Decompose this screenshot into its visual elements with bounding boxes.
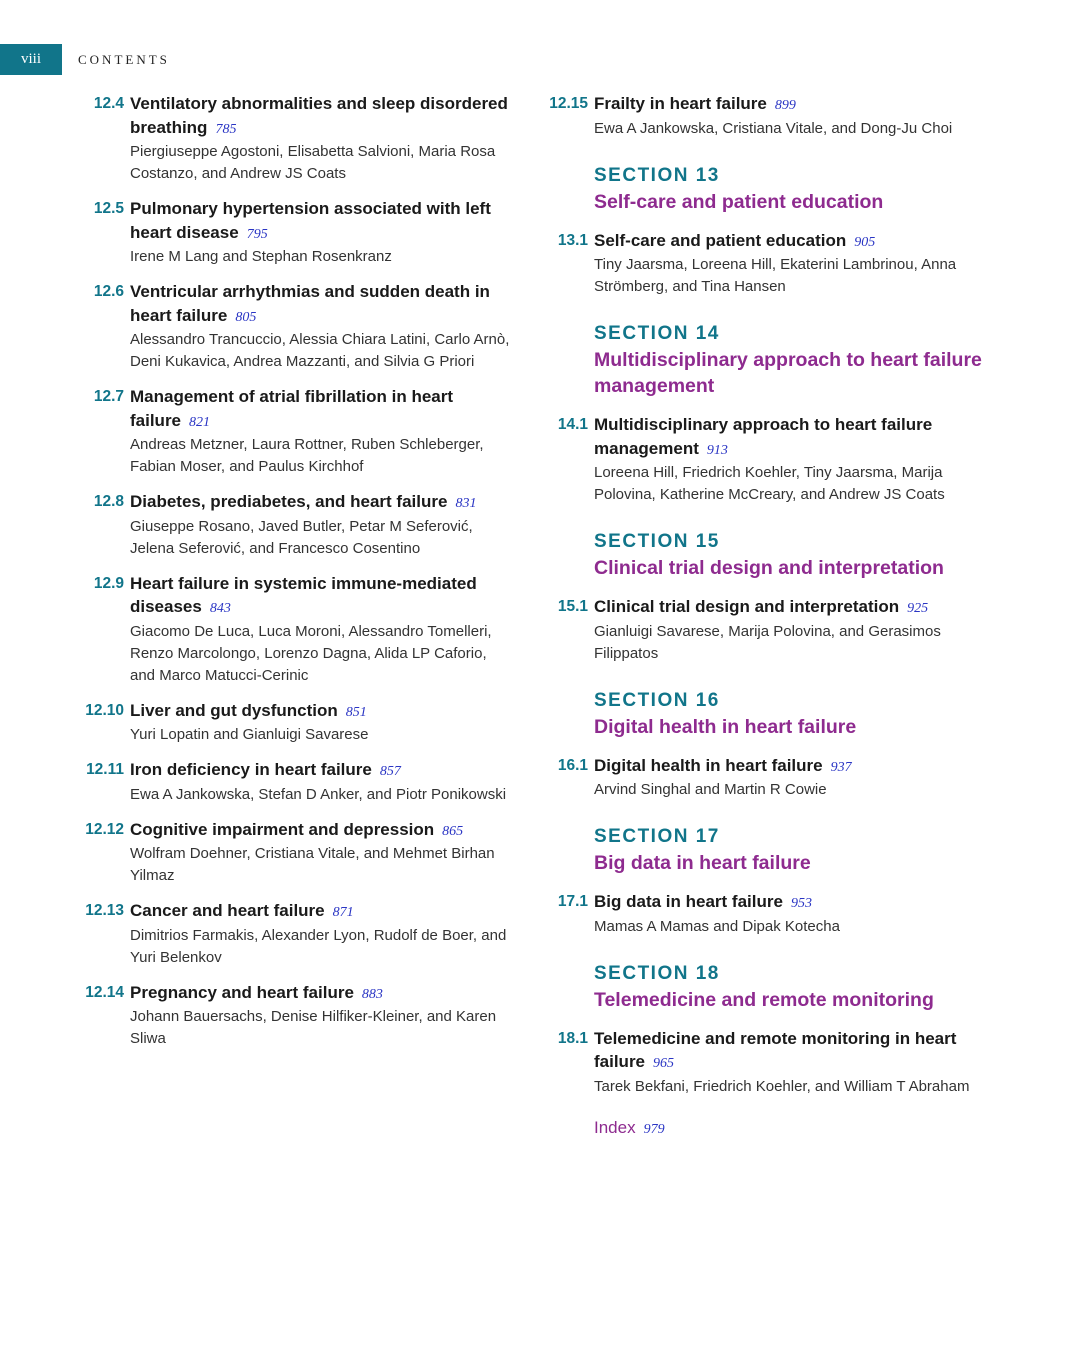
- section-label: SECTION 14: [594, 323, 720, 344]
- section-label: SECTION 13: [594, 164, 720, 186]
- page-ref[interactable]: 865: [442, 823, 464, 839]
- chapter-authors: Tiny Jaarsma, Loreena Hill, Ekaterini Lambrinou, Anna Strömberg, and Tina Hansen: [594, 256, 957, 295]
- toc-entry-17-1[interactable]: [545, 890, 985, 938]
- chapter-number: 17.1: [557, 893, 588, 910]
- toc-entry-12-12[interactable]: [80, 818, 510, 888]
- chapter-authors: Irene M Lang and Stephan Rosenkranz: [130, 248, 392, 265]
- page-ref[interactable]: 925: [907, 601, 929, 616]
- chapter-authors: Johann Bauersachs, Denise Hilfiker-Kleiner, and Karen Sliwa: [130, 1008, 497, 1047]
- page-ref[interactable]: 851: [345, 704, 367, 720]
- chapter-authors: Dimitrios Farmakis, Alexander Lyon, Rudolf de Boer, and Yuri Belenkov: [130, 926, 507, 966]
- page-ref[interactable]: 805: [235, 309, 257, 325]
- chapter-title: Clinical trial design and interpretation: [594, 597, 900, 616]
- page-header: [0, 44, 170, 75]
- chapter-number: 18.1: [557, 1029, 588, 1047]
- page-ref[interactable]: 871: [332, 905, 354, 920]
- chapter-title: Self-care and patient education: [594, 230, 847, 250]
- page-ref[interactable]: 937: [830, 759, 852, 775]
- toc-entry-18-1[interactable]: [545, 1027, 985, 1098]
- chapter-title: Big data in heart failure: [594, 892, 783, 911]
- section-label: SECTION 17: [594, 826, 720, 847]
- chapter-number: 12.6: [93, 283, 124, 300]
- chapter-number: 12.11: [86, 761, 124, 778]
- chapter-authors: Giacomo De Luca, Luca Moroni, Alessandro Tomelleri, Renzo Marcolongo, Lorenzo Dagna, Alida LP Caforio, and Marco Matucci-Cerinic: [130, 622, 492, 684]
- section-title: Telemedicine and remote monitoring: [594, 988, 934, 1011]
- chapter-title: Pulmonary hypertension associated with left heart disease: [130, 199, 491, 242]
- running-head: CONTENTS: [78, 51, 170, 67]
- section-title: Digital health in heart failure: [594, 715, 857, 738]
- chapter-title: Digital health in heart failure: [594, 755, 823, 775]
- page-ref[interactable]: 913: [706, 442, 728, 458]
- chapter-number: 16.1: [557, 756, 588, 774]
- toc-entry-12-4[interactable]: [80, 92, 510, 185]
- chapter-title: Diabetes, prediabetes, and heart failure: [130, 492, 448, 511]
- page-ref[interactable]: 831: [455, 496, 477, 511]
- page-ref[interactable]: 883: [361, 986, 383, 1002]
- chapter-authors: Ewa A Jankowska, Cristiana Vitale, and Dong-Ju Choi: [594, 119, 953, 137]
- page-number: viii: [0, 44, 62, 75]
- section-label: SECTION 16: [594, 689, 720, 711]
- toc-left-column: [80, 92, 510, 1062]
- toc-entry-12-10[interactable]: [80, 699, 510, 747]
- chapter-number: 12.4: [93, 95, 124, 112]
- toc-entry-12-9[interactable]: [80, 572, 510, 687]
- chapter-number: 12.13: [85, 902, 124, 919]
- chapter-authors: Piergiuseppe Agostoni, Elisabetta Salvioni, Maria Rosa Costanzo, and Andrew JS Coats: [130, 143, 496, 182]
- chapter-title: Ventilatory abnormalities and sleep disordered breathing: [130, 94, 508, 137]
- index-label: Index: [594, 1117, 636, 1137]
- chapter-number: 12.5: [93, 200, 124, 217]
- toc-entry-13-1[interactable]: [545, 229, 985, 299]
- chapter-title: Pregnancy and heart failure: [130, 982, 354, 1002]
- chapter-authors: Mamas A Mamas and Dipak Kotecha: [594, 917, 840, 935]
- toc-entry-15-1[interactable]: [545, 595, 985, 665]
- index-entry[interactable]: [594, 1118, 985, 1138]
- toc-entry-16-1[interactable]: [545, 754, 985, 802]
- chapter-authors: Arvind Singhal and Martin R Cowie: [594, 781, 827, 798]
- toc-entry-12-13[interactable]: [80, 899, 510, 969]
- chapter-authors: Loreena Hill, Friedrich Koehler, Tiny Jaarsma, Marija Polovina, Katherine McCreary, and Andrew JS Coats: [594, 464, 945, 503]
- chapter-number: 12.8: [93, 493, 124, 510]
- chapter-title: Multidisciplinary approach to heart failure management: [594, 415, 933, 458]
- section-17-heading[interactable]: [594, 823, 985, 876]
- chapter-title: Cognitive impairment and depression: [130, 819, 435, 839]
- page-ref[interactable]: 785: [215, 121, 237, 137]
- chapter-authors: Giuseppe Rosano, Javed Butler, Petar M Seferović, Jelena Seferović, and Francesco Cosentino: [130, 517, 473, 557]
- chapter-number: 13.1: [557, 231, 588, 249]
- page-ref[interactable]: 953: [790, 896, 812, 911]
- section-label: SECTION 15: [594, 531, 720, 552]
- toc-entry-12-8[interactable]: [80, 490, 510, 560]
- page-ref[interactable]: 899: [774, 98, 796, 113]
- chapter-authors: Yuri Lopatin and Gianluigi Savarese: [130, 726, 369, 743]
- section-16-heading[interactable]: [594, 687, 985, 740]
- toc-entry-12-7[interactable]: [80, 385, 510, 478]
- toc-right-column: [545, 92, 985, 1138]
- section-label: SECTION 18: [594, 962, 720, 984]
- section-18-heading[interactable]: [594, 960, 985, 1013]
- page-ref[interactable]: 843: [209, 601, 231, 616]
- chapter-authors: Ewa A Jankowska, Stefan D Anker, and Piotr Ponikowski: [130, 785, 507, 803]
- chapter-title: Management of atrial fibrillation in heart failure: [130, 387, 454, 430]
- chapter-authors: Alessandro Trancuccio, Alessia Chiara Latini, Carlo Arnò, Deni Kukavica, Andrea Mazzanti, and Silvia G Priori: [130, 331, 510, 370]
- chapter-number: 12.12: [85, 820, 124, 838]
- chapter-authors: Gianluigi Savarese, Marija Polovina, and Gerasimos Filippatos: [594, 622, 941, 662]
- chapter-number: 12.7: [93, 388, 124, 405]
- chapter-authors: Tarek Bekfani, Friedrich Koehler, and William T Abraham: [594, 1077, 970, 1095]
- toc-entry-14-1[interactable]: [545, 413, 985, 506]
- section-title: Multidisciplinary approach to heart failure management: [594, 349, 982, 397]
- toc-entry-12-6[interactable]: [80, 280, 510, 373]
- section-13-heading[interactable]: [594, 162, 985, 215]
- chapter-authors: Wolfram Doehner, Cristiana Vitale, and Mehmet Birhan Yilmaz: [130, 845, 495, 884]
- section-title: Clinical trial design and interpretation: [594, 557, 944, 579]
- section-14-heading[interactable]: [594, 320, 985, 399]
- chapter-title: Liver and gut dysfunction: [130, 700, 338, 720]
- page-ref[interactable]: 965: [653, 1056, 675, 1071]
- section-15-heading[interactable]: [594, 528, 985, 581]
- toc-entry-12-11[interactable]: [80, 758, 510, 806]
- chapter-number: 12.15: [549, 95, 588, 112]
- chapter-number: 12.14: [85, 983, 124, 1001]
- chapter-title: Telemedicine and remote monitoring in heart failure: [594, 1028, 957, 1071]
- page-ref[interactable]: 979: [643, 1121, 665, 1137]
- chapter-title: Frailty in heart failure: [594, 94, 767, 113]
- page-ref[interactable]: 857: [379, 764, 401, 779]
- chapter-number: 12.9: [93, 574, 124, 592]
- toc-entry-12-5[interactable]: [80, 197, 510, 268]
- toc-entry-12-14[interactable]: [80, 981, 510, 1051]
- section-title: Self-care and patient education: [594, 190, 884, 213]
- chapter-title: Heart failure in systemic immune-mediated diseases: [130, 573, 477, 616]
- chapter-number: 14.1: [557, 416, 588, 433]
- chapter-authors: Andreas Metzner, Laura Rottner, Ruben Schleberger, Fabian Moser, and Paulus Kirchhof: [130, 436, 484, 475]
- page-ref[interactable]: 905: [854, 234, 876, 250]
- chapter-title: Ventricular arrhythmias and sudden death in heart failure: [130, 282, 490, 325]
- toc-entry-12-15[interactable]: [545, 92, 985, 140]
- page-ref[interactable]: 821: [189, 414, 211, 430]
- chapter-title: Iron deficiency in heart failure: [130, 760, 372, 779]
- page-ref[interactable]: 795: [246, 226, 268, 242]
- chapter-number: 15.1: [557, 598, 588, 615]
- chapter-title: Cancer and heart failure: [130, 901, 325, 920]
- chapter-number: 12.10: [85, 701, 124, 719]
- section-title: Big data in heart failure: [594, 852, 811, 874]
